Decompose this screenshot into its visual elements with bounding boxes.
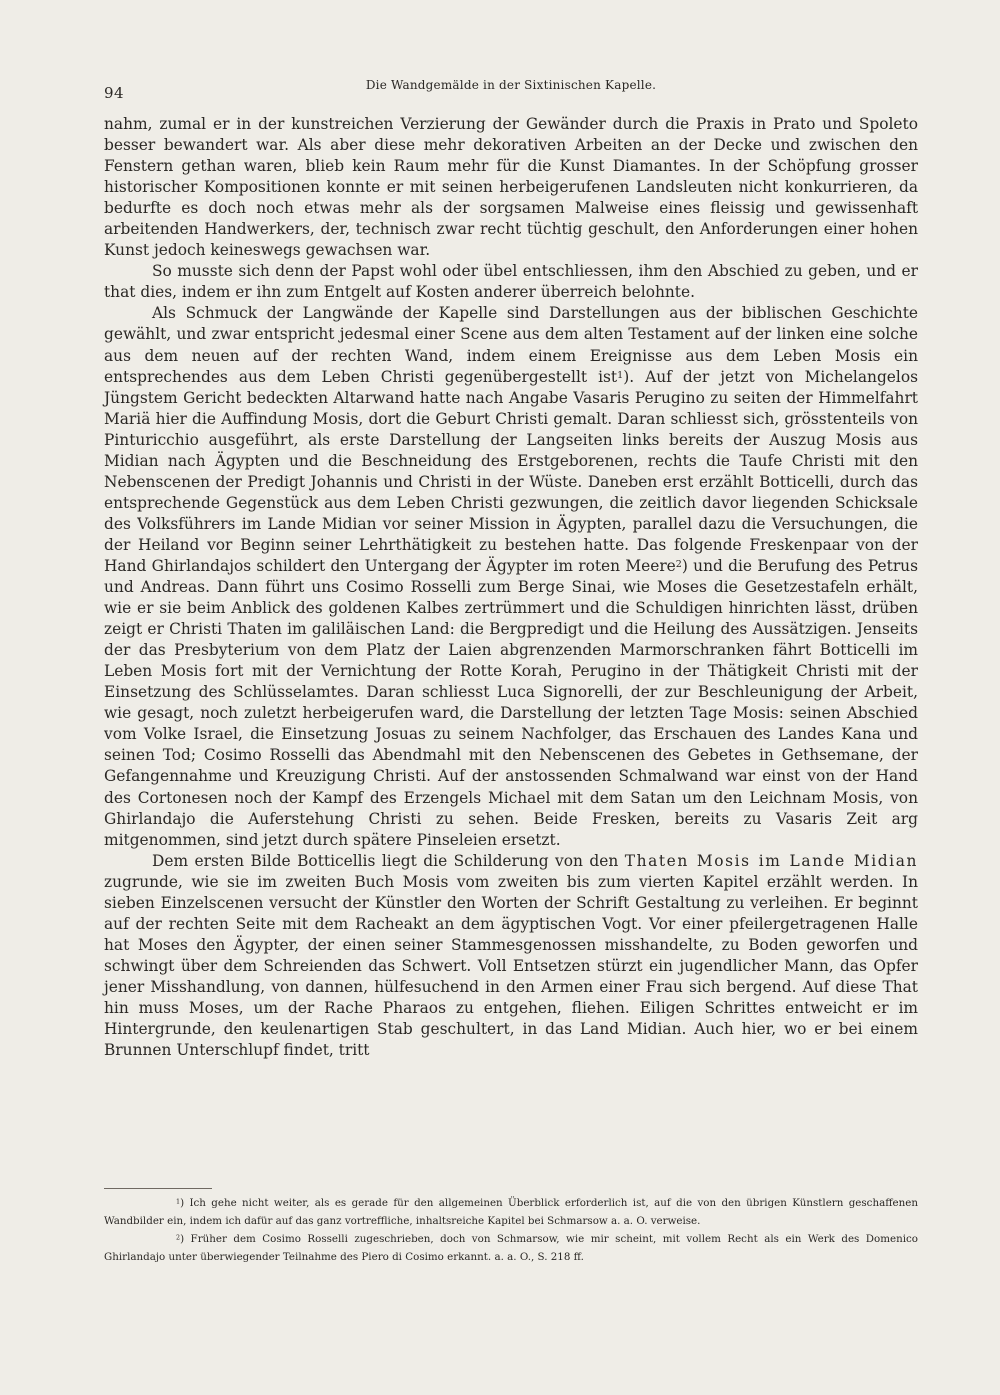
paragraph-2: So musste sich denn der Papst wohl oder übel entschliessen, ihm den Abschied zu geben, und er that dies, indem er ihn zum Entgelt auf Kosten anderer überreich belohnte.: [104, 262, 918, 302]
paragraph-4-part-1: Dem ersten Bilde Botticellis liegt die Schilderung von den: [152, 851, 625, 870]
footnote-2: [104, 1230, 918, 1266]
paragraph-4-part-2: zugrunde, wie sie im zweiten Buch Mosis vom zweiten bis zum vierten Kapitel erzählt werden. In sieben Einzelscenen versucht der Künstler den Worten der Schrift Gestaltung zu verleihen. Er beginnt auf der rechten Seite mit dem Racheakt an dem ägyptischen Vogt. Vor einer pfeilergetragenen Halle hat Moses den Ägypter, der einen seiner Stammesgenossen misshandelte, zu Boden geworfen und schwingt über dem Schreienden das Schwert. Voll Entsetzen stürzt ein jugendlicher Mann, das Opfer jener Misshandlung, von dannen, hülfesuchend in den Armen einer Frau sich bergend. Auf diese That hin muss Moses, um der Rache Pharaos zu entgehen, fliehen. Eiligen Schrittes entweicht er im Hintergrunde, den keulenartigen Stab geschultert, in das Land Midian. Auch hier, wo er bei einem Brunnen Unterschlupf findet, tritt: [104, 872, 918, 1060]
footnote-reference-1: 1: [617, 369, 624, 381]
paragraph-3-part-1: Als Schmuck der Langwände der Kapelle sind Darstellungen aus der biblischen Geschichte gewählt, und zwar entspricht jedesmal einer Scene aus dem alten Testament auf der linken eine solche aus dem neuen auf der rechten Wand, indem einem Ereignisse aus dem Leben Mosis ein entsprechendes aus dem Leben Christi gegenübergestellt ist: [104, 304, 918, 386]
footnotes: [104, 1194, 918, 1266]
footnote-divider: [104, 1188, 212, 1189]
paragraph-3: [104, 303, 918, 850]
paragraph-1: nahm, zumal er in der kunstreichen Verzierung der Gewänder durch die Praxis in Prato und Spoleto besser bewandert war. Als aber diese mehr dekorativen Arbeiten an der Decke und zwischen den Fenstern gethan waren, blieb kein Raum mehr für die Kunst Diamantes. In der Schöpfung grosser historischer Kompositionen konnte er mit seinen herbeigerufenen Landsleuten nicht konkurrieren, da bedurfte es doch noch etwas mehr als der sorgsamen Malweise eines fleissig und gewissenhaft arbeitenden Handwerkers, der, technisch zwar recht tüchtig geschult, den Anforderungen einer hohen Kunst jedoch keineswegs gewachsen war.: [104, 115, 918, 260]
paragraph-3-part-2: ). Auf der jetzt von Michelangelos Jüngstem Gericht bedeckten Altarwand hatte nach Angabe Vasaris Perugino zu seiten der Himmelfahrt Mariä hier die Auffindung Mosis, dort die Geburt Christi gemalt. Daran schliesst sich, grösstenteils von Pinturicchio ausgeführt, als erste Darstellung der Langseiten links bereits der Auszug Mosis aus Midian nach Ägypten und die Beschneidung des Erstgeborenen, rechts die Taufe Christi mit den Nebenscenen der Predigt Johannis und Christi in der Wüste. Daneben erst erzählt Botticelli, durch das entsprechende Gegenstück aus dem Leben Christi gezwungen, die zeitlich davor liegenden Schicksale des Volksführers im Lande Midian vor seiner Mission in Ägypten, parallel dazu die Versuchungen, die der Heiland vor Beginn seiner Lehrthätigkeit zu bestehen hatte. Das folgende Freskenpaar von der Hand Ghirlandajos schildert den Untergang der Ägypter im roten Meere: [104, 367, 918, 575]
spaced-emphasis: Thaten Mosis im Lande Midian: [624, 851, 918, 870]
main-text: [104, 114, 918, 1061]
footnote-2-marker: 2: [176, 1233, 181, 1242]
footnote-1-marker: 1: [176, 1197, 181, 1206]
page-header: [104, 74, 918, 102]
paragraph-3-part-3: ) und die Berufung des Petrus und Andreas. Dann führt uns Cosimo Rosselli zum Berge Sinai, wie Moses die Gesetzestafeln erhält, wie er sie beim Anblick des goldenen Kalbes zertrümmert und die Schuldigen hinrichten lässt, drüben zeigt er Christi Thaten im galiläischen Land: die Bergpredigt und die Heilung des Aussätzigen. Jenseits der das Presbyterium von dem Platz der Laien abgrenzenden Marmorschranken fährt Botticelli im Leben Mosis fort mit der Vernichtung der Rotte Korah, Perugino in der Thätigkeit Christi mit der Einsetzung des Schlüsselamtes. Daran schliesst Luca Signorelli, der zur Beschleunigung der Arbeit, wie gesagt, noch zuletzt herbeigerufen ward, die Darstellung der letzten Tage Mosis: seinen Abschied vom Volke Israel, die Einsetzung Josuas zu seinem Nachfolger, das Erschauen des Landes Kana und seinen Tod; Cosimo Rosselli das Abendmahl mit den Nebenscenen des Gebetes in Gethsemane, der Gefangennahme und Kreuzigung Christi. Auf der anstossenden Schmalwand war einst von der Hand des Cortonesen noch der Kampf des Erzengels Michael mit dem Satan um den Leichnam Mosis, von Ghirlandajo die Auferstehung Christi zu sehen. Beide Fresken, bereits zu Vasaris Zeit arg mitgenommen, sind jetzt durch spätere Pinseleien ersetzt.: [104, 556, 918, 849]
footnote-1: [104, 1194, 918, 1230]
footnote-2-text: ) Früher dem Cosimo Rosselli zugeschrieben, doch von Schmarsow, wie mir scheint, mit vollem Recht als ein Werk des Domenico Ghirlandajo unter überwiegender Teilnahme des Piero di Cosimo erkannt. a. a. O., S. 218 ff.: [104, 1233, 918, 1263]
running-head: Die Wandgemälde in der Sixtinischen Kapelle.: [365, 78, 657, 92]
footnote-reference-2: 2: [675, 558, 682, 570]
paragraph-4: [104, 851, 918, 1061]
page-number: 94: [104, 84, 125, 102]
footnote-1-text: ) Ich gehe nicht weiter, als es gerade für den allgemeinen Überblick erforderlich ist, auf die von den übrigen Künstlern geschaffenen Wandbilder ein, indem ich dafür auf das ganz vortreffliche, inhaltsreiche Kapitel bei Schmarsow a. a. O. verweise.: [104, 1197, 918, 1227]
